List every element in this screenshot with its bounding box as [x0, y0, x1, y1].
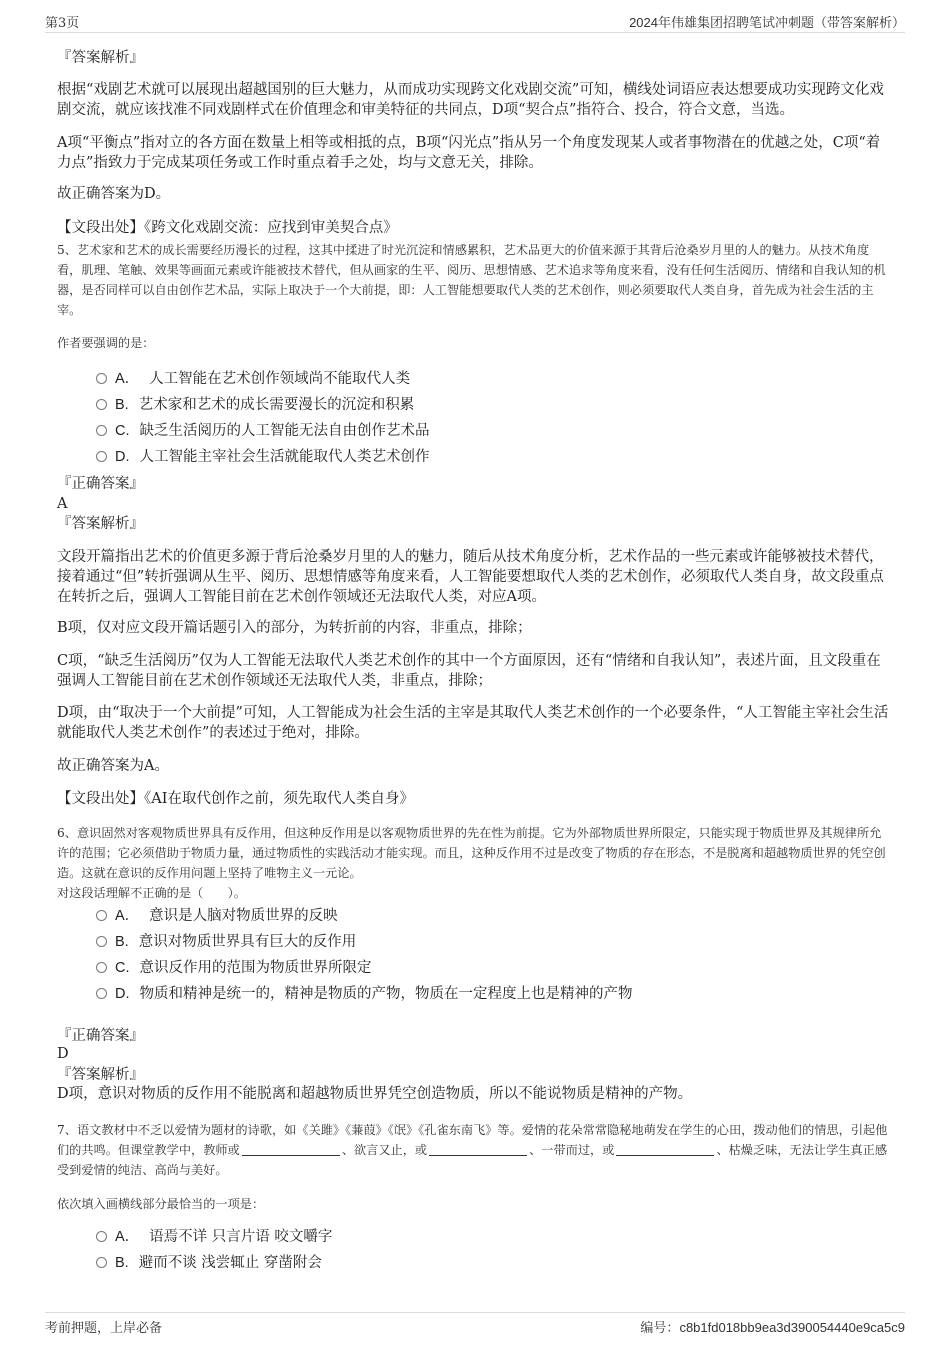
option-text: 物质和精神是统一的，精神是物质的产物，物质在一定程度上也是精神的产物: [139, 986, 633, 1002]
option-text: 人工智能主宰社会生活就能取代人类艺术创作: [139, 449, 430, 465]
q7-stem-part-2: 、欲言又止，或: [341, 1143, 428, 1157]
q7-stem: [57, 1120, 893, 1180]
radio-button[interactable]: [96, 988, 107, 999]
fill-blank-1: [242, 1143, 340, 1156]
q7-option-b[interactable]: [96, 1250, 876, 1276]
q5-analysis-paragraph-4: D项，由“取决于一个大前提”可知，人工智能成为社会生活的主宰是其取代人类艺术创作的一个必要条件，“人工智能主宰社会生活就能取代人类艺术创作”的表述过于绝对，排除。: [57, 705, 889, 741]
option-text: 人工智能在艺术创作领域尚不能取代人类: [149, 371, 411, 387]
radio-button[interactable]: [96, 936, 107, 947]
source-title: 《AI在取代创作之前，须先取代人类自身》: [144, 791, 414, 807]
source-label: 【文段出处】: [57, 220, 144, 236]
q7-options: [96, 1224, 876, 1276]
radio-button[interactable]: [96, 1257, 107, 1268]
radio-button[interactable]: [96, 910, 107, 921]
fill-blank-2: [429, 1143, 527, 1156]
source-label: 【文段出处】: [57, 791, 144, 807]
q4-analysis-paragraph-1: 根据“戏剧艺术就可以展现出超越国别的巨大魅力，从而成功实现跨文化戏剧交流”可知，横线处词语应表达想要成功实现跨文化戏剧交流，就应该找准不同戏剧样式在价值理念和审美特征的共同点，D项“契合点”指符合、投合，符合文意，当选。: [57, 82, 884, 118]
page-header: [45, 12, 905, 33]
q4-conclusion: 故正确答案为D。: [57, 186, 171, 202]
q5-source: [57, 789, 893, 809]
q5-analysis-label: 『答案解析』: [57, 516, 144, 532]
q6-analysis-label: 『答案解析』: [57, 1067, 144, 1083]
q7-option-a[interactable]: [96, 1224, 876, 1250]
page-footer: [45, 1312, 905, 1339]
q5-question: 作者要强调的是：: [57, 336, 155, 350]
option-letter: D.: [115, 449, 130, 465]
option-text: 缺乏生活阅历的人工智能无法自由创作艺术品: [139, 423, 430, 439]
q5-option-a[interactable]: [96, 366, 876, 392]
code-label: 编号：: [640, 1321, 680, 1336]
q7-stem-part-1: 7、语文教材中不乏以爱情为题材的诗歌，如《关雎》《蒹葭》《氓》《孔雀东南飞》等。爱情的花朵常常隐秘地萌发在学生的心田，拨动他们的情思，引起他们的共鸣。但课堂教学中，教师或: [57, 1123, 888, 1157]
q6-option-c[interactable]: [96, 955, 876, 981]
q6-option-d[interactable]: [96, 981, 876, 1007]
option-text: 艺术家和艺术的成长需要漫长的沉淀和积累: [138, 397, 415, 413]
option-letter: A．: [115, 908, 140, 924]
radio-button[interactable]: [96, 425, 107, 436]
q5-answer-label: 『正确答案』: [57, 476, 144, 492]
q5-analysis-paragraph-3: C项，“缺乏生活阅历”仅为人工智能无法取代人类艺术创作的其中一个方面原因，还有“情绪和自我认知”，表述片面，且文段重在强调人工智能目前在艺术创作领域还无法取代人类，非重点，排除；: [57, 653, 881, 689]
q5-analysis-paragraph-2: B项，仅对应文段开篇话题引入的部分，为转折前的内容，非重点，排除；: [57, 620, 532, 636]
option-letter: B.: [115, 934, 129, 950]
q6-options: [96, 903, 876, 1007]
q6-option-b[interactable]: [96, 929, 876, 955]
fill-blank-3: [616, 1143, 714, 1156]
footer-slogan: 考前押题，上岸必备: [45, 1321, 163, 1336]
q5-conclusion: 故正确答案为A。: [57, 758, 169, 774]
radio-button[interactable]: [96, 1231, 107, 1242]
q5-options: [96, 366, 876, 470]
q6-analysis-paragraph-1: D项，意识对物质的反作用不能脱离和超越物质世界凭空创造物质，所以不能说物质是精神的产物。: [57, 1086, 693, 1102]
option-text: 避而不谈 浅尝辄止 穿凿附会: [138, 1255, 322, 1271]
radio-button[interactable]: [96, 399, 107, 410]
q4-analysis-paragraph-2: A项“平衡点”指对立的各方面在数量上相等或相抵的点，B项“闪光点”指从另一个角度发现某人或者事物潜在的优越之处，C项“着力点”指致力于完成某项任务或工作时重点着手之处，均与文意无关，排除。: [57, 135, 881, 171]
radio-button[interactable]: [96, 373, 107, 384]
option-letter: C.: [115, 423, 130, 439]
radio-button[interactable]: [96, 962, 107, 973]
option-letter: B.: [115, 1255, 129, 1271]
q4-source: [57, 218, 893, 238]
radio-button[interactable]: [96, 451, 107, 462]
option-letter: D.: [115, 986, 130, 1002]
q5-option-d[interactable]: [96, 444, 876, 470]
option-letter: C.: [115, 960, 130, 976]
q5-analysis-paragraph-1: 文段开篇指出艺术的价值更多源于背后沧桑岁月里的人的魅力，随后从技术角度分析，艺术作品的一些元素或许能够被技术替代，接着通过“但”转折强调从生平、阅历、思想情感等角度来看，人工智能要想取代人类的艺术创作，必须取代人类自身，故文段重点在转折之后，强调人工智能目前在艺术创作领域还无法取代人类，对应A项。: [57, 549, 884, 605]
q7-question: 依次填入画横线部分最恰当的一项是：: [57, 1197, 265, 1211]
q7-stem-part-3: 、一带而过，或: [529, 1143, 615, 1157]
q5-option-c[interactable]: [96, 418, 876, 444]
source-title: 《跨文化戏剧交流：应找到审美契合点》: [144, 220, 398, 236]
q5-answer: A: [57, 496, 68, 512]
page-number: 第3页: [45, 16, 80, 31]
q6-option-a[interactable]: [96, 903, 876, 929]
document-title: 2024年伟雄集团招聘笔试冲刺题（带答案解析）: [629, 15, 905, 30]
q7-stem-part-4: 、枯燥乏味，无法让学生真正感受到爱情的纯洁、高尚与美好。: [57, 1143, 888, 1177]
q6-answer-label: 『正确答案』: [57, 1028, 144, 1044]
option-text: 意识反作用的范围为物质世界所限定: [139, 960, 372, 976]
q5-stem: 5、艺术家和艺术的成长需要经历漫长的过程，这其中揉进了时光沉淀和情感累积，艺术品更大的价值来源于其背后沧桑岁月里的人的魅力。从技术角度看，肌理、笔触、效果等画面元素或许能被技术替代，但从画家的生平、阅历、思想情感、艺术追求等角度来看，没有任何生活阅历、情绪和自我认知的机器，是否同样可以自由创作艺术品，实际上取决于一个大前提，即：人工智能想要取代人类的艺术创作，则必须要取代人类自身，首先成为社会生活的主宰。: [57, 243, 886, 317]
document-code: [640, 1317, 905, 1336]
q6-question: 对这段话理解不正确的是（ ）。: [57, 886, 246, 900]
option-letter: B.: [115, 397, 129, 413]
code-value: c8b1fd018bb9ea3d390054440e9ca5c9: [679, 1320, 905, 1335]
q6-stem: 6、意识固然对客观物质世界具有反作用，但这种反作用是以客观物质世界的先在性为前提。它为外部物质世界所限定，只能实现于物质世界及其规律所允许的范围；它必须借助于物质力量，通过物质性的实践活动才能实现。而且，这种反作用不过是改变了物质的存在形态，不是脱离和超越物质世界的凭空创造。这就在意识的反作用问题上坚持了唯物主义一元论。: [57, 826, 886, 880]
q6-answer: D: [57, 1046, 69, 1062]
q4-analysis-label: 『答案解析』: [57, 50, 144, 66]
option-text: 意识对物质世界具有巨大的反作用: [138, 934, 357, 950]
q5-option-b[interactable]: [96, 392, 876, 418]
option-letter: A．: [115, 371, 140, 387]
option-letter: A．: [115, 1229, 140, 1245]
option-text: 语焉不详 只言片语 咬文嚼字: [149, 1229, 333, 1245]
option-text: 意识是人脑对物质世界的反映: [149, 908, 338, 924]
